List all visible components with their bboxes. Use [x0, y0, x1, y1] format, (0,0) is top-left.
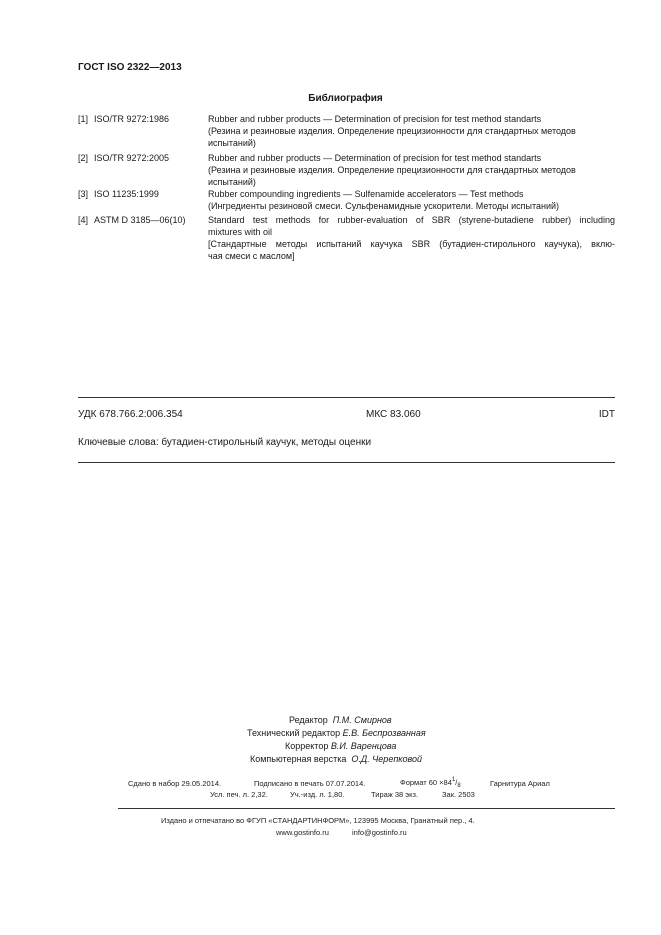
- entry-number: [1]: [78, 114, 89, 124]
- imprint-printed-sheets: Усл. печ. л. 2,32.: [210, 790, 268, 799]
- entry-line: Rubber compounding ingredients — Sulfenamide accelerators — Test methods: [208, 189, 524, 199]
- imprint-format: Формат $60 \times 84^1/_8$: [400, 777, 461, 789]
- entry-text: [208, 113, 615, 149]
- credit-role: Редактор: [289, 715, 328, 725]
- divider-imprint: [118, 808, 615, 809]
- credit-name: Е.В. Беспрозванная: [342, 728, 426, 738]
- entry-code: ISO/TR 9272:1986: [94, 114, 170, 124]
- entry-code: ASTM D 3185—06(10): [94, 215, 186, 225]
- imprint-email: info@gostinfo.ru: [352, 828, 407, 837]
- bibliography-title: Библиография: [308, 93, 383, 104]
- entry-number: [2]: [78, 153, 89, 163]
- entry-line: (Резина и резиновые изделия. Определение прецизионности для стандартных методов: [208, 126, 576, 136]
- credit-editor: [289, 714, 392, 727]
- entry-text: [208, 188, 615, 212]
- keywords: Ключевые слова: бутадиен-стирольный каучук, методы оценки: [78, 437, 372, 448]
- credit-layout: [250, 753, 422, 766]
- imprint-typeface: Гарнитура Ариал: [490, 779, 550, 788]
- format-numerator: 1: [451, 777, 456, 783]
- entry-line: Rubber and rubber products — Determination of precision for test method standarts: [208, 114, 542, 124]
- format-prefix: Формат 60 ×84: [400, 778, 452, 787]
- credit-proofreader: [285, 740, 396, 753]
- credit-role: Технический редактор: [247, 728, 341, 738]
- imprint-order: Зак. 2503: [442, 790, 475, 799]
- imprint-publisher: Издано и отпечатано во ФГУП «СТАНДАРТИНФОРМ», 123995 Москва, Гранатный пер., 4.: [161, 816, 475, 825]
- entry-line: [Стандартные методы испытаний каучука SBR (бутадиен-стирольного каучука), вклю-: [208, 239, 615, 249]
- document-code: ГОСТ ISO 2322—2013: [78, 62, 182, 73]
- divider-top: [78, 397, 615, 398]
- entry-line: испытаний): [208, 177, 256, 187]
- entry-number: [3]: [78, 189, 89, 199]
- imprint-sent: Сдано в набор 29.05.2014.: [128, 779, 222, 788]
- entry-line: mixtures with oil: [208, 227, 273, 237]
- imprint-signed: Подписано в печать 07.07.2014.: [254, 779, 366, 788]
- mks-code: МКС 83.060: [366, 409, 421, 420]
- entry-line: (Резина и резиновые изделия. Определение прецизионности для стандартных методов: [208, 165, 576, 175]
- entry-text: [208, 152, 615, 188]
- imprint-publishing-sheets: Уч.-изд. л. 1,80.: [290, 790, 345, 799]
- idt-label: IDT: [598, 409, 615, 420]
- udk-code: УДК 678.766.2:006.354: [78, 409, 183, 420]
- entry-line: (Ингредиенты резиновой смеси. Сульфенамидные ускорители. Методы испытаний): [208, 201, 560, 211]
- entry-code: ISO 11235:1999: [94, 189, 159, 199]
- entry-line: Standard test methods for rubber-evaluation of SBR (styrene-butadiene rubber) including: [208, 215, 615, 225]
- credit-name: П.М. Смирнов: [332, 715, 392, 725]
- imprint-website: www.gostinfo.ru: [276, 828, 329, 837]
- entry-line: чая смеси с маслом]: [208, 251, 295, 261]
- entry-text: [208, 214, 615, 262]
- credit-tech-editor: [247, 727, 426, 740]
- divider-bottom: [78, 462, 615, 463]
- entry-line: Rubber and rubber products — Determination of precision for test method standarts: [208, 153, 542, 163]
- entry-code: ISO/TR 9272:2005: [94, 153, 170, 163]
- format-denominator: 8: [457, 783, 461, 789]
- imprint-circulation: Тираж 38 экз.: [371, 790, 419, 799]
- credit-name: О.Д. Черепковой: [351, 754, 423, 764]
- entry-line: испытаний): [208, 138, 256, 148]
- credit-name: В.И. Варенцова: [330, 741, 397, 751]
- credit-role: Компьютерная верстка: [250, 754, 347, 764]
- credit-role: Корректор: [285, 741, 329, 751]
- entry-number: [4]: [78, 215, 89, 225]
